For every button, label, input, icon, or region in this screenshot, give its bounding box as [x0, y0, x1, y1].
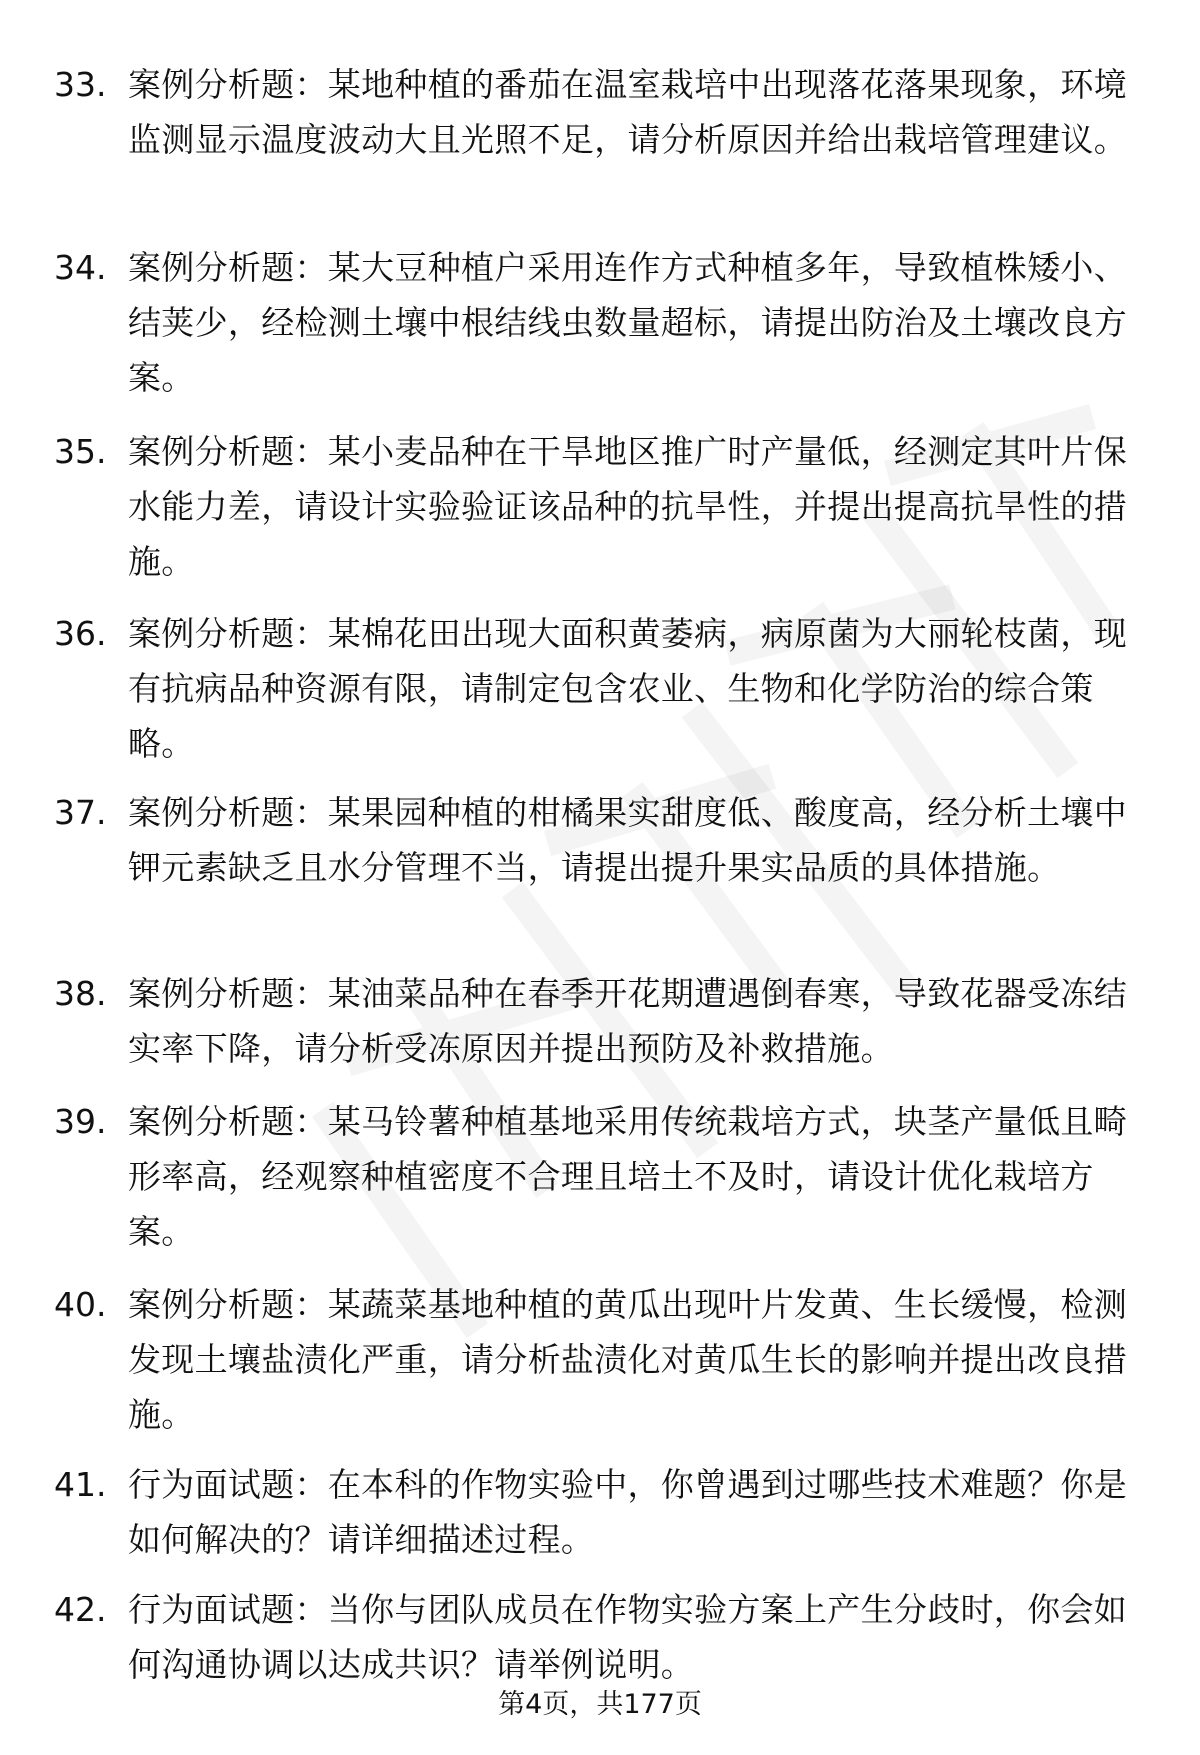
question-text: 行为面试题：当你与团队成员在作物实验方案上产生分歧时，你会如何沟通协调以达成共识？请举例说明。: [128, 1590, 1127, 1684]
question-number: 41.: [54, 1465, 107, 1504]
question-text: 案例分析题：某小麦品种在干旱地区推广时产量低，经测定其叶片保水能力差，请设计实验验证该品种的抗旱性，并提出提高抗旱性的措施。: [128, 432, 1127, 581]
question-text: 行为面试题：在本科的作物实验中，你曾遇到过哪些技术难题？你是如何解决的？请详细描述过程。: [128, 1465, 1127, 1559]
question-text: 案例分析题：某地种植的番茄在温室栽培中出现落花落果现象，环境监测显示温度波动大且光照不足，请分析原因并给出栽培管理建议。: [128, 65, 1127, 159]
question-text: 案例分析题：某果园种植的柑橘果实甜度低、酸度高，经分析土壤中钾元素缺乏且水分管理不当，请提出提升果实品质的具体措施。: [128, 793, 1127, 887]
page-footer: 第4页，共177页: [498, 1689, 702, 1720]
question-number: 36.: [54, 614, 107, 653]
question-number: 38.: [54, 974, 107, 1013]
question-text: 案例分析题：某马铃薯种植基地采用传统栽培方式，块茎产量低且畸形率高，经观察种植密度不合理且培土不及时，请设计优化栽培方案。: [128, 1102, 1127, 1251]
question-number: 35.: [54, 432, 107, 471]
question-text: 案例分析题：某蔬菜基地种植的黄瓜出现叶片发黄、生长缓慢，检测发现土壤盐渍化严重，请分析盐渍化对黄瓜生长的影响并提出改良措施。: [128, 1285, 1127, 1434]
question-number: 33.: [54, 65, 107, 104]
question-number: 42.: [54, 1590, 107, 1629]
question-text: 案例分析题：某大豆种植户采用连作方式种植多年，导致植株矮小、结荚少，经检测土壤中根结线虫数量超标，请提出防治及土壤改良方案。: [128, 248, 1127, 397]
question-number: 40.: [54, 1285, 107, 1324]
question-number: 34.: [54, 248, 107, 287]
question-number: 39.: [54, 1102, 107, 1141]
question-text: 案例分析题：某油菜品种在春季开花期遭遇倒春寒，导致花器受冻结实率下降，请分析受冻原因并提出预防及补救措施。: [128, 974, 1127, 1068]
question-number: 37.: [54, 793, 107, 832]
question-text: 案例分析题：某棉花田出现大面积黄萎病，病原菌为大丽轮枝菌，现有抗病品种资源有限，请制定包含农业、生物和化学防治的综合策略。: [128, 614, 1127, 763]
